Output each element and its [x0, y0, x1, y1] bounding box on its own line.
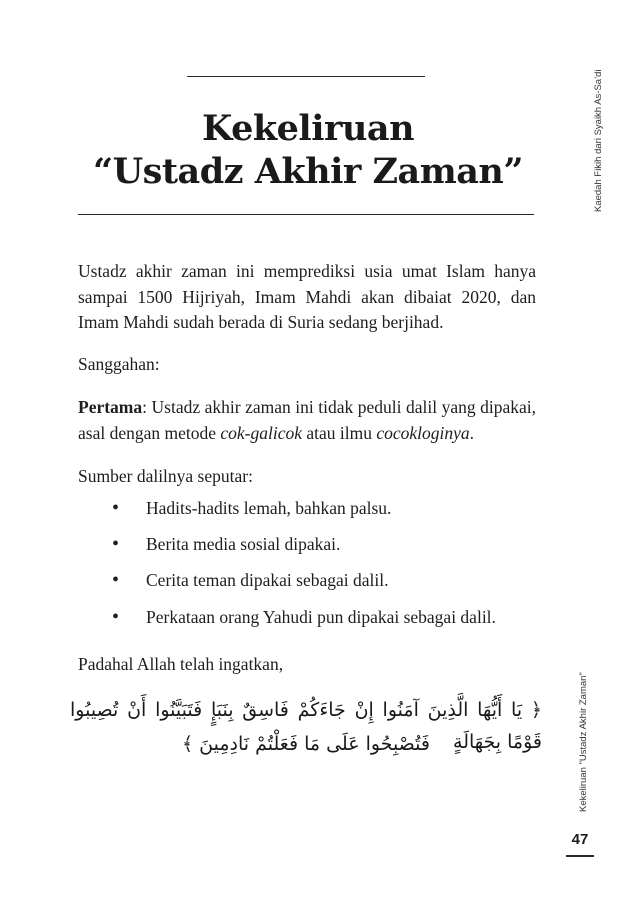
pertama-italic-cocokloginya: cocokloginya — [376, 422, 470, 443]
bullet-icon: • — [112, 497, 120, 519]
intro-paragraph: Ustadz akhir zaman ini memprediksi usia umat Islam hanya sampai 1500 Hijriyah, Imam Mahdi akan dibaiat 2020, dan Imam Mahdi sudah berada di Suria sedang berjihad. — [78, 261, 536, 332]
chapter-title-line2: “Ustadz Akhir Zaman” — [92, 151, 524, 192]
title-top-rule — [187, 76, 425, 77]
bullet-icon: • — [112, 533, 120, 555]
chapter-title-line1: Kekeliruan — [201, 108, 415, 149]
pertama-text-c: . — [469, 422, 475, 443]
page-number-rule — [566, 855, 594, 857]
sanggahan-label: Sanggahan: — [78, 354, 160, 374]
pertama-text-b: atau ilmu — [302, 422, 377, 443]
padahal-line: Padahal Allah telah ingatkan, — [78, 654, 284, 674]
bullet-icon: • — [112, 606, 120, 628]
bullet-text: Cerita teman dipakai sebagai dalil. — [146, 570, 389, 590]
bullet-icon: • — [112, 569, 120, 591]
pertama-text-a: : Ustadz akhir zaman ini tidak peduli dalil yang dipakai, asal dengan metode — [78, 397, 536, 443]
bullet-text: Hadits-hadits lemah, bahkan palsu. — [146, 498, 392, 518]
running-head-book-title: Kaedah Fikih dari Syaikh As-Sa’di — [593, 69, 604, 212]
bullet-text: Berita media sosial dipakai. — [146, 534, 341, 554]
quran-verse-line1: ﴿ يَا أَيُّهَا الَّذِينَ آمَنُوا إِنْ جَاءَكُمْ فَاسِقٌ بِنَبَإٍ فَتَبَيَّنُوا أَنْ تُصِيبُوا قَوْمًا بِجَهَالَةٍ — [70, 699, 542, 753]
title-bottom-rule — [78, 214, 534, 215]
quran-verse-line2: فَتُصْبِحُوا عَلَى مَا فَعَلْتُمْ نَادِمِينَ ﴾ — [182, 733, 430, 755]
sumber-label: Sumber dalilnya seputar: — [78, 466, 253, 486]
bullet-text: Perkataan orang Yahudi pun dipakai sebagai dalil. — [146, 607, 496, 627]
page-number: 47 — [571, 831, 589, 848]
pertama-label: Pertama — [78, 397, 143, 417]
pertama-italic-cok-galicok: cok-galicok — [220, 422, 303, 443]
running-head-chapter-title: Kekeliruan "Ustadz Akhir Zaman" — [578, 672, 589, 812]
pertama-paragraph — [78, 395, 536, 446]
